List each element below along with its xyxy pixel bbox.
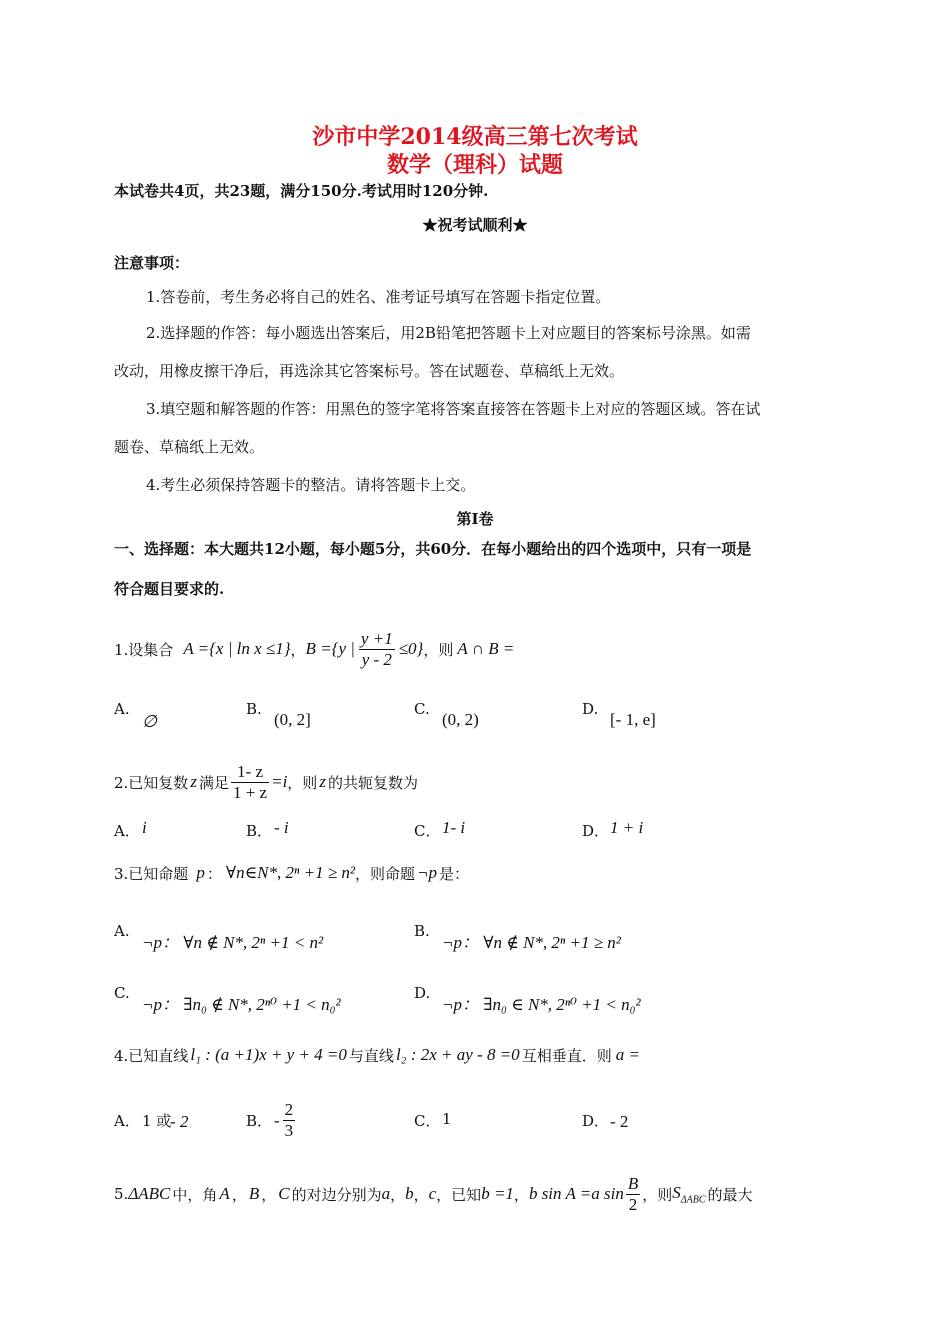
q4-option-c: 1 — [442, 1110, 452, 1128]
exam-title-line1: 沙市中学2014级高三第七次考试 — [312, 124, 638, 150]
q1-fraction-denominator: y - 2 — [361, 649, 392, 669]
q1-target: A ∩ B = — [457, 639, 515, 658]
q4-option-d: - 2 — [610, 1112, 629, 1131]
q2-fraction — [231, 762, 269, 803]
q3-option-d-label: D. — [414, 984, 431, 1002]
q5-prefix: 5. — [114, 1185, 129, 1203]
q4-option-b-sign: - — [274, 1110, 280, 1130]
q3-mid: ，则命题 — [355, 864, 416, 883]
note-item-3-line1: 3.填空题和解答题的作答：用黑色的签字笔将答案直接答在答题卡上对应的答题区域。答在试 — [146, 400, 761, 418]
exam-title-line2: 数学（理科）试题 — [386, 152, 563, 178]
note-item-2-line2: 改动，用橡皮擦干净后，再选涂其它答案标号。答在试题卷、草稿纸上无效。 — [114, 362, 625, 380]
question-4-stem — [114, 1040, 640, 1070]
q5-text-4: ，则 — [642, 1185, 673, 1204]
q5-sep-2: ， — [261, 1185, 277, 1204]
q5-side-c: c — [428, 1184, 437, 1203]
q5-area-subscript: ΔABC — [680, 1194, 706, 1206]
section-1-instructions-line1: 一、选择题：本大题共12小题，每小题5分，共60分．在每小题给出的四个选项中，只有一项是 — [114, 540, 752, 558]
note-item-4: 4.考生必须保持答题卡的整洁。请将答题卡上交。 — [146, 476, 476, 494]
q1-option-d-label: D. — [582, 700, 599, 718]
q5-triangle: ΔABC — [128, 1184, 171, 1203]
q4-line-l1: l₁ : (a +1)x + y + 4 =0 — [190, 1045, 347, 1064]
q2-variable-z: z — [190, 772, 197, 791]
q4-option-b — [274, 1100, 295, 1141]
q4-option-b-denominator: 3 — [284, 1121, 294, 1140]
q5-text-2: 的对边分别为 — [291, 1185, 382, 1204]
q1-option-c: (0, 2) — [442, 710, 479, 729]
q2-prefix: 2.已知复数 — [114, 773, 189, 792]
q3-tail: 是： — [439, 864, 470, 883]
q2-option-d: 1 + i — [610, 818, 644, 837]
q5-angle-a: A — [219, 1184, 230, 1203]
note-item-1: 1.答卷前，考生务必将自己的姓名、准考证号填写在答题卡指定位置。 — [146, 288, 611, 306]
q3-proposition: ∀n∈N*, 2ⁿ +1 ≥ n² — [225, 863, 356, 882]
q4-option-b-label: B． — [246, 1112, 273, 1130]
q5-text-3: ，已知 — [436, 1185, 482, 1204]
q4-option-b-numerator: 2 — [284, 1100, 294, 1119]
q5-sep-3: ， — [390, 1185, 406, 1204]
q2-option-a: i — [142, 818, 147, 837]
q3-option-d: ¬p： ∃n₀ ∈ N*, 2ⁿ⁰ +1 < n₀² — [442, 995, 641, 1014]
q3-option-c: ¬p： ∃n₀ ∉ N*, 2ⁿ⁰ +1 < n₀² — [142, 995, 341, 1014]
q1-option-a-label: A. — [114, 700, 130, 718]
q1-set-a: A ={x | ln x ≤1} — [183, 639, 291, 658]
q5-area-symbol — [672, 1183, 705, 1205]
q2-option-b: - i — [274, 818, 289, 837]
q1-prefix: 1.设集合 — [114, 640, 174, 659]
question-1-stem — [114, 624, 514, 674]
q4-mid: 与直线 — [348, 1046, 394, 1065]
q1-fraction — [359, 629, 395, 670]
q5-angle-b: B — [248, 1184, 260, 1203]
notes-heading: 注意事项： — [114, 254, 190, 272]
q2-fraction-numerator: 1- z — [231, 762, 269, 783]
q1-option-d: [- 1, e] — [610, 710, 656, 729]
q1-option-b-label: B. — [246, 700, 262, 718]
q5-condition-2: b sin A =a sin — [528, 1184, 624, 1203]
note-item-2-line1: 2.选择题的作答：每小题选出答案后，用2B铅笔把答题卡上对应题目的答案标号涂黑。如需 — [146, 324, 751, 342]
q2-option-c: 1- i — [442, 818, 466, 837]
q2-option-c-label: C． — [414, 822, 441, 840]
q5-fraction-denominator: 2 — [628, 1194, 638, 1214]
q2-option-d-label: D． — [582, 822, 610, 840]
q5-condition-1: b =1 — [481, 1184, 514, 1203]
q3-not-p: ¬p — [417, 863, 438, 882]
q1-option-a: ∅ — [142, 712, 157, 731]
q1-option-c-label: C. — [414, 700, 430, 718]
q2-fraction-denominator: 1 + z — [232, 782, 268, 802]
q5-text-1: 中，角 — [172, 1185, 218, 1204]
q2-equals-i: =i — [271, 772, 288, 791]
q5-tail: 的最大 — [707, 1185, 753, 1204]
q5-sep-4: ， — [413, 1185, 429, 1204]
q4-tail: 互相垂直．则 — [521, 1046, 612, 1065]
q2-option-a-label: A． — [114, 822, 140, 840]
q1-option-b: (0, 2] — [274, 710, 311, 729]
q3-option-c-label: C. — [114, 984, 130, 1002]
q5-area-s: S — [672, 1182, 681, 1202]
q2-tail: 的共轭复数为 — [327, 773, 418, 792]
q3-prefix: 3.已知命题 — [114, 864, 189, 883]
q5-side-b: b — [405, 1184, 414, 1203]
part-1-title: 第I卷 — [456, 510, 494, 528]
q3-option-b-label: B. — [414, 922, 430, 940]
q4-option-a-math: - 2 — [170, 1112, 189, 1131]
q2-option-b-label: B． — [246, 822, 273, 840]
q4-option-a-text: 1 或 — [142, 1112, 172, 1130]
q1-comma: ， — [290, 640, 306, 659]
note-item-3-line2: 题卷、草稿纸上无效。 — [114, 438, 265, 456]
q5-fraction — [626, 1174, 640, 1215]
q1-set-b-prefix: B ={y | — [305, 639, 355, 658]
q1-fraction-numerator: y +1 — [360, 628, 393, 648]
q5-fraction-numerator: B — [627, 1173, 639, 1193]
q5-angle-c: C — [278, 1184, 290, 1203]
q3-option-a: ¬p： ∀n ∉ N*, 2ⁿ +1 < n² — [142, 933, 324, 952]
q5-side-a: a — [381, 1184, 391, 1203]
q3-option-b: ¬p： ∀n ∉ N*, 2ⁿ +1 ≥ n² — [442, 933, 621, 952]
question-3-stem — [114, 858, 469, 888]
q4-target: a = — [615, 1045, 640, 1064]
q3-p: p — [196, 863, 205, 882]
exam-info: 本试卷共4页，共23题，满分150分.考试用时120分钟. — [114, 182, 489, 200]
q4-option-a-label: A． — [114, 1112, 140, 1130]
q3-option-a-label: A. — [114, 922, 130, 940]
q2-then: ，则 — [287, 773, 318, 792]
q5-sep-5: ， — [513, 1185, 529, 1204]
q1-set-b-suffix: ≤0} — [398, 639, 424, 658]
question-2-stem — [114, 758, 418, 806]
q1-then: ，则 — [423, 640, 454, 659]
good-luck-wish: ★祝考试顺利★ — [422, 216, 528, 234]
q4-prefix: 4.已知直线 — [114, 1046, 189, 1065]
q5-sep-1: ， — [231, 1185, 247, 1204]
question-5-stem — [114, 1170, 753, 1218]
q3-colon: ： — [206, 864, 222, 883]
q4-option-d-label: D． — [582, 1112, 610, 1130]
q2-satisfy: 满足 — [198, 773, 229, 792]
section-1-instructions-line2: 符合题目要求的. — [114, 580, 225, 598]
q4-option-b-fraction — [283, 1100, 296, 1141]
q4-line-l2: l₂ : 2x + ay - 8 =0 — [395, 1045, 520, 1064]
q2-variable-z-2: z — [319, 772, 326, 791]
q4-option-c-label: C． — [414, 1112, 441, 1130]
